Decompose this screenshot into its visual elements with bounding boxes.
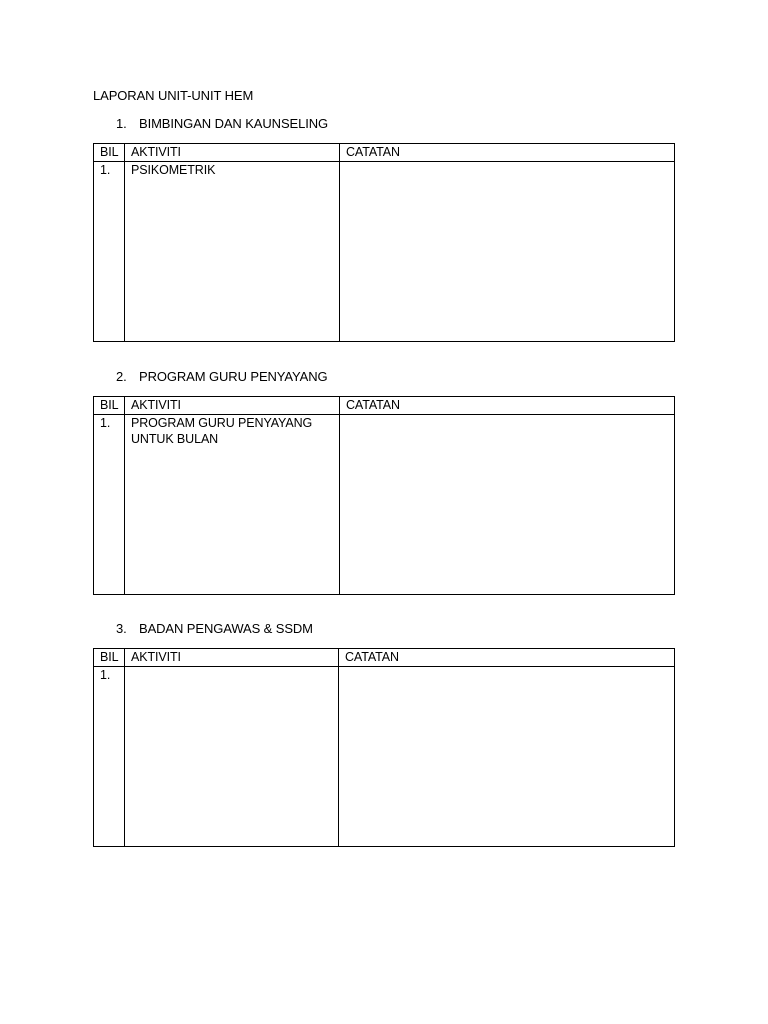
cell-catatan (340, 414, 675, 594)
table-row (94, 666, 675, 846)
activity-table-bimbingan (93, 143, 675, 342)
cell-aktiviti (125, 666, 339, 846)
section-heading-bimbingan (116, 116, 328, 132)
cell-bil: 1. (94, 666, 125, 846)
cell-catatan (340, 161, 675, 341)
table-header-row (94, 397, 675, 415)
section-title: BADAN PENGAWAS & SSDM (139, 621, 313, 636)
header-aktiviti: AKTIVITI (125, 144, 340, 162)
page-title: LAPORAN UNIT-UNIT HEM (93, 88, 254, 103)
header-catatan: CATATAN (339, 649, 675, 667)
section-title: BIMBINGAN DAN KAUNSELING (139, 116, 329, 131)
header-bil: BIL (94, 397, 125, 415)
table-row (94, 414, 675, 594)
cell-bil: 1. (94, 414, 125, 594)
header-bil: BIL (94, 649, 125, 667)
table-header-row (94, 144, 675, 162)
table-header-row (94, 649, 675, 667)
section-heading-guru-penyayang (116, 369, 328, 385)
activity-table-badan-pengawas (93, 648, 675, 847)
header-aktiviti: AKTIVITI (125, 397, 340, 415)
cell-aktiviti: PSIKOMETRIK (125, 161, 340, 341)
cell-catatan (339, 666, 675, 846)
header-catatan: CATATAN (340, 144, 675, 162)
section-number: 1. (116, 116, 127, 131)
section-number: 3. (116, 621, 127, 636)
cell-aktiviti: PROGRAM GURU PENYAYANG UNTUK BULAN (125, 414, 340, 594)
header-bil: BIL (94, 144, 125, 162)
header-aktiviti: AKTIVITI (125, 649, 339, 667)
activity-table-guru-penyayang (93, 396, 675, 595)
section-title: PROGRAM GURU PENYAYANG (139, 369, 328, 384)
section-number: 2. (116, 369, 127, 384)
cell-bil: 1. (94, 161, 125, 341)
table-row (94, 161, 675, 341)
section-heading-badan-pengawas (116, 621, 313, 637)
header-catatan: CATATAN (340, 397, 675, 415)
